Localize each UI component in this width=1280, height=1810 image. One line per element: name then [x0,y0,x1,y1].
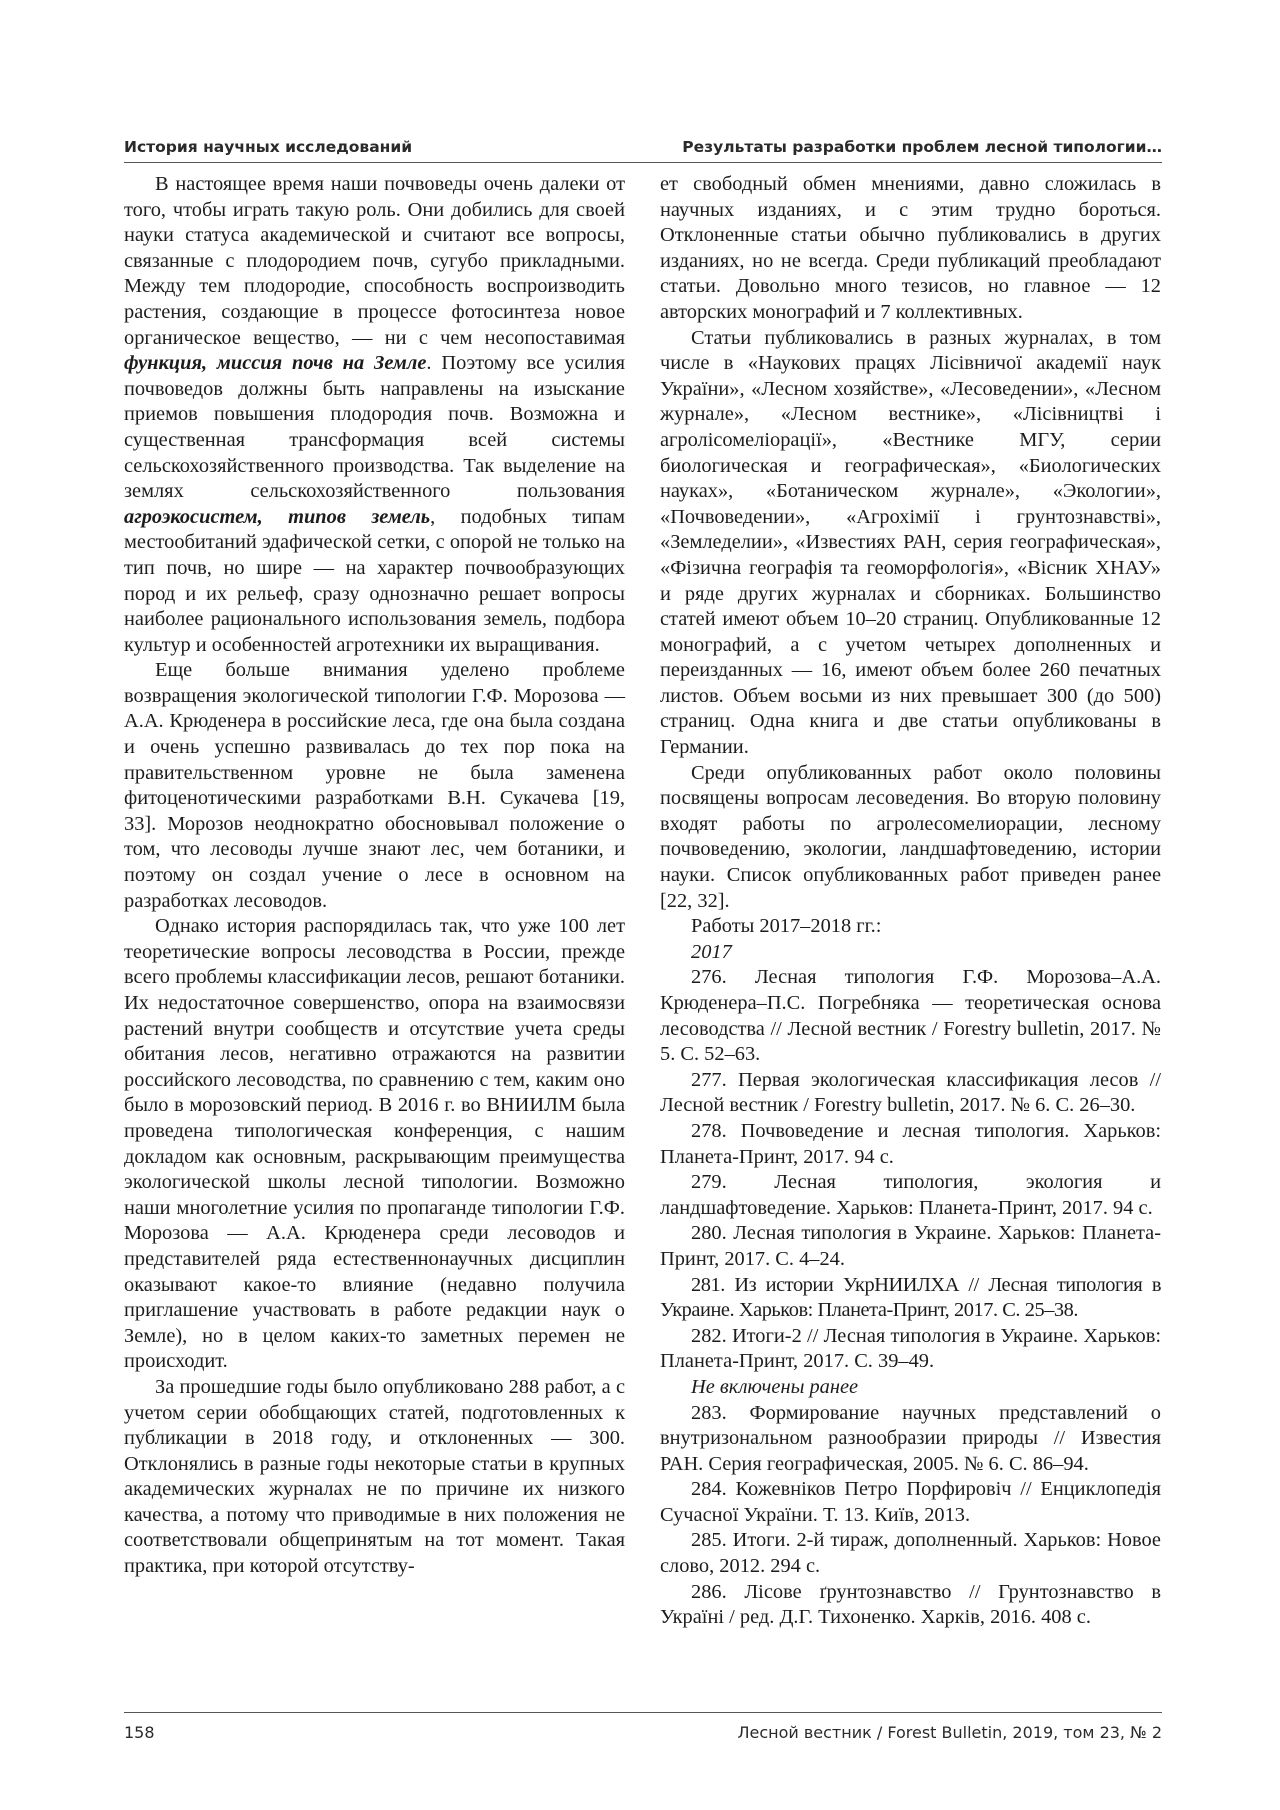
emphasis-text: агроэкосистем, типов земель [124,505,431,528]
reference-item: 279. Лесная типология, экология и ландшафтоведение. Харьков: Планета-Принт, 2017. 94 с. [660,1171,1161,1219]
page-number: 158 [124,1723,155,1742]
text-run: В настоящее время наши почвоведы очень далеки от того, чтобы играть такую роль. Они добились для своей науки статуса академической и считают все вопросы, связанные с плодородием почв, сугубо прикладными. Между тем плодородие, способность воспроизводить растения, создающие в процессе фотосинтеза новое органическое вещество, — ни с чем несопоставимая [124,173,625,349]
running-header-section: История научных исследований [124,138,413,156]
emphasis-text: функция, миссия почв на Земле [124,352,427,375]
reference-item: 278. Почвоведение и лесная типология. Харьков: Планета-Принт, 2017. 94 с. [660,1119,1161,1168]
running-header-article: Результаты разработки проблем лесной типологии… [682,138,1162,156]
journal-citation: Лесной вестник / Forest Bulletin, 2019, том 23, № 2 [737,1723,1162,1742]
text-run: , подобных типам местообитаний эдафической сетки, с опорой не только на тип почв, но шире — на характер почвообразующих пород и их рельеф, сразу однозначно решает вопросы наиболее рационального использования земель, подбора культур и особенностей агротехники их выращивания. [124,505,625,656]
footer-rule [124,1712,1162,1713]
header-rule [124,162,1162,163]
reference-item: 276. Лесная типология Г.Ф. Морозова–А.А. Крюденера–П.С. Погребняка — теоретическая основа лесоводства // Лесной вестник / Forestry bulletin, 2017. № 5. С. 52–63. [660,966,1161,1066]
paragraph: Среди опубликованных работ около половины посвящены вопросам лесоведения. Во вторую половину входят работы по агролесомелиорации, лесному почвоведению, экологии, ландшафтоведению, истории науки. Список опубликованных работ приведен ранее [22, 32]. [660,761,1161,912]
reference-item: 286. Лісове ґрунтознавство // Грунтознавство в Україні / ред. Д.Г. Тихоненко. Харків, 2016. 408 с. [660,1580,1161,1629]
reference-item: 285. Итоги. 2-й тираж, дополненный. Харьков: Новое слово, 2012. 294 с. [660,1529,1161,1578]
year-heading: 2017 [691,940,732,963]
reference-item: 284. Кожевніков Петро Порфировіч // Енциклопедія Сучасної України. Т. 13. Київ, 2013. [660,1478,1161,1526]
reference-item: 277. Первая экологическая классификация лесов // Лесной вестник / Forestry bulletin, 2017. № 6. С. 26–30. [660,1068,1161,1117]
left-column [124,172,625,1580]
paragraph: ет свободный обмен мнениями, давно сложилась в научных изданиях, и с этим трудно бороться. Отклоненные статьи обычно публиковались в других изданиях, но не всегда. Среди публикаций преобладают статьи. Довольно много тезисов, но главное — 12 авторских монографий и 7 коллективных. [660,173,1161,323]
reference-item: 283. Формирование научных представлений о внутризональном разнообразии природы // Известия РАН. Серия географическая, 2005. № 6. С. 86–94. [660,1401,1161,1475]
paragraph: Однако история распорядилась так, что уже 100 лет теоретические вопросы лесоводства в России, прежде всего проблемы классификации лесов, решают ботаники. Их недостаточное совершенство, опора на взаимосвязи растений внутри сообществ и отсутствие учета среды обитания лесов, негативно отражаются на развитии российского лесоводства, по сравнению с тем, каким оно было в морозовский период. В 2016 г. во ВНИИЛМ была проведена типологическая конференция, с нашим докладом как основным, раскрывающим преимущества экологической школы лесной типологии. Возможно наши многолетние усилия по пропаганде типологии Г.Ф. Морозова — А.А. Крюденера среди лесоводов и представителей ряда естественнонаучных дисциплин оказывают какое-то влияние (недавно получила приглашение участвовать в работе редакции наук о Земле), но в целом каких-то заметных перемен не происходит. [124,915,625,1373]
paragraph: За прошедшие годы было опубликовано 288 работ, а с учетом серии обобщающих статей, подготовленных к публикации в 2018 году, и отклоненных — 300. Отклонялись в разные годы некоторые статьи в крупных академических журналах не по причине их низкого качества, а потому что приводимые в них положения не соответствовали общепринятым на тот момент. Такая практика, при которой отсутству- [124,1375,625,1578]
right-column [660,172,1161,1631]
subsection-heading: Не включены ранее [691,1375,859,1398]
reference-item: 281. Из истории УкрНИИЛХА // Лесная типология в Украине. Харьков: Планета-Принт, 2017. С. 25–38. [660,1273,1161,1322]
text-run: . Поэтому все усилия почвоведов должны быть направлены на изыскание приемов повышения плодородия почв. Возможна и существенная трансформация всей системы сельскохозяйственного производства. Так выделение на землях сельскохозяйственного пользования [124,352,626,503]
reference-item: 280. Лесная типология в Украине. Харьков: Планета-Принт, 2017. С. 4–24. [660,1222,1161,1270]
paragraph: Статьи публиковались в разных журналах, в том числе в «Наукових працях Лісівничої академії наук України», «Лесном хозяйстве», «Лесоведении», «Лесном журнале», «Лесном вестнике», «Лісівництві і агролісомеліорації», «Вестнике МГУ, серии биологическая и географическая», «Биологических науках», «Ботаническом журнале», «Экологии», «Почвоведении», «Агрохімії і грунтознавстві», «Земледелии», «Известиях РАН, серия географическая», «Фізична географія та геоморфологія», «Вісник ХНАУ» и ряде других журналах и сборниках. Большинство статей имеют объем 10–20 страниц. Опубликованные 12 монографий, а с учетом четырех дополненных и переизданных — 16, имеют объем более 260 печатных листов. Объем восьми из них превышает 300 (до 500) страниц. Одна книга и две статьи опубликованы в Германии. [660,326,1161,759]
paragraph [124,172,625,658]
reference-item: 282. Итоги-2 // Лесная типология в Украине. Харьков: Планета-Принт, 2017. С. 39–49. [660,1324,1161,1373]
works-heading: Работы 2017–2018 гг.: [691,915,882,938]
paragraph: Еще больше внимания уделено проблеме возвращения экологической типологии Г.Ф. Морозова — А.А. Крюденера в российские леса, где она была создана и очень успешно развивалась до тех пор пока на правительственном уровне не была заменена фитоценотическими разработками В.Н. Сукачева [19, 33]. Морозов неоднократно обосновывал положение о том, что лесоводы лучше знают лес, чем ботаники, и поэтому он создал учение о лесе в основном на разработках лесоводов. [124,659,625,912]
